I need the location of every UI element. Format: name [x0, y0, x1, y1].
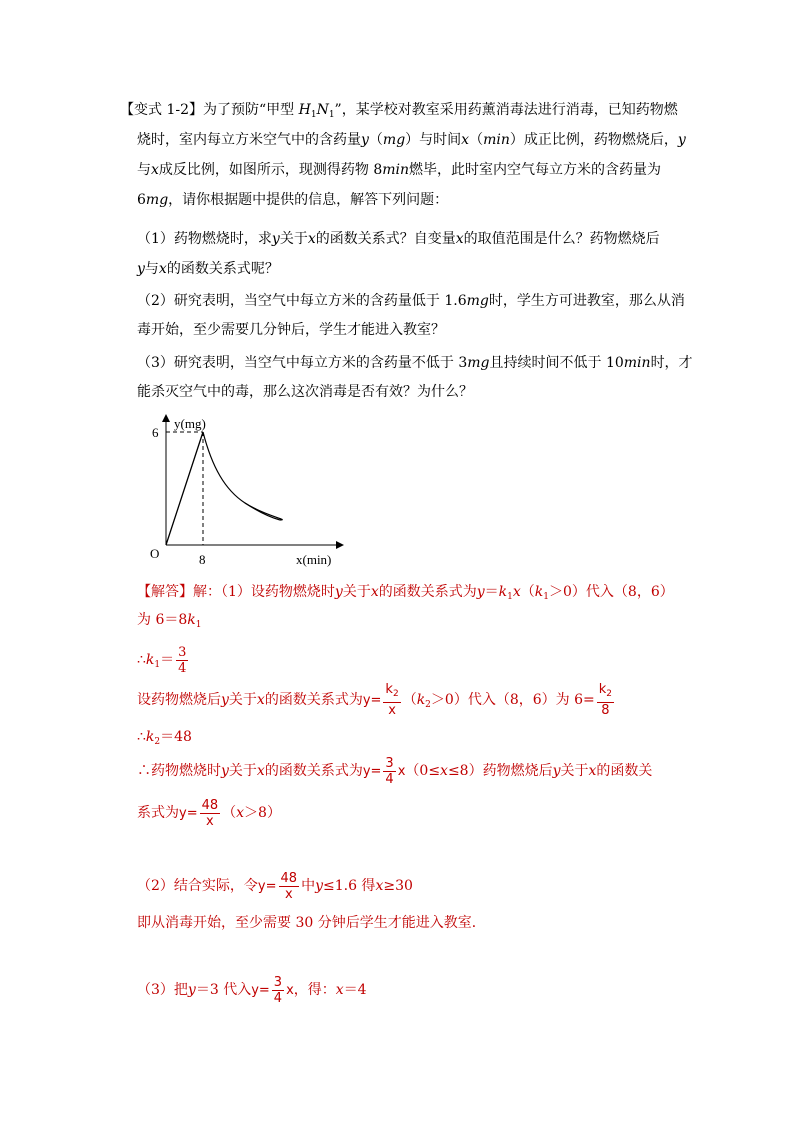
- problem-line-1: 【变式 1-2】为了预防“甲型 $H_1N_1$”，某学校对教室采用药薰消毒法进行消毒，已知药物燃: [120, 102, 678, 120]
- y-tick-6: 6: [152, 425, 159, 440]
- answer-part-2-line-1: （2）结合实际，令y= $\frac{48}{x}$ 中y≤1.6 得x≥30: [137, 870, 413, 902]
- problem-line-4: 6mg，请你根据题中提供的信息，解答下列问题：: [137, 192, 449, 208]
- x-axis-label: x(min): [296, 552, 332, 567]
- fraction-48-x-b: $\frac{48}{x}$: [280, 870, 298, 902]
- problem-line-3: 与x成反比例，如图所示，现测得药物 8min燃毕，此时室内空气每立方米的含药量为: [137, 162, 662, 178]
- question-2-line-1: （2）研究表明，当空气中每立方米的含药量低于 1.6mg时，学生方可进教室，那么从消: [137, 293, 685, 309]
- question-1-line-1: （1）药物燃烧时，求y关于x的函数关系式？自变量x的取值范围是什么？药物燃烧后: [137, 231, 660, 247]
- origin-label: O: [150, 546, 160, 561]
- answer-line-5: $\therefore k_2=48$: [137, 729, 192, 747]
- fraction-3-4: $\frac{3}{4}$: [178, 644, 187, 676]
- y-axis-label: y(mg): [174, 416, 206, 431]
- answer-line-2: 为 $6=8k_1$: [137, 612, 202, 630]
- answer-line-1: 【解答】解：（1）设药物燃烧时y关于x的函数关系式为$y=k_1x(k_1>0)$代入（8，6）: [137, 584, 674, 602]
- x-tick-8: 8: [199, 552, 206, 567]
- fraction-3-4-c: $\frac{3}{4}$: [273, 974, 283, 1006]
- answer-line-4: 设药物燃烧后y关于x的函数关系式为y= $\frac{k_2}{x}$ $(k_2>0)$代入（8，6）为 6= $\frac{k_2}{8}$: [137, 682, 612, 718]
- fraction-48-x: $\frac{48}{x}$: [201, 797, 219, 829]
- answer-line-7: 系式为y= $\frac{48}{x}$ （x＞8）: [137, 797, 281, 829]
- answer-part-2-line-2: 即从消毒开始，至少需要 30 分钟后学生才能进入教室．: [137, 915, 486, 931]
- fraction-3-4-b: $\frac{3}{4}$: [385, 755, 394, 787]
- inverse-curve: [203, 432, 282, 520]
- question-2-line-2: 毒开始，至少需要几分钟后，学生才能进入教室？: [137, 322, 445, 338]
- question-3-line-1: （3）研究表明，当空气中每立方米的含药量不低于 3mg且持续时间不低于 10min时，才: [137, 355, 693, 371]
- fraction-k2-x: $\frac{k_2}{x}$: [385, 682, 399, 718]
- problem-line-2: 烧时，室内每立方米空气中的含药量y（mg）与时间x（min）成正比例，药物燃烧后，y: [137, 132, 686, 148]
- answer-part-3-line-1: （3）把y＝3 代入y= $\frac{3}{4}$ x，得：x＝4: [137, 974, 367, 1006]
- answer-line-6: ∴药物燃烧时y关于x的函数关系式为y= $\frac{3}{4}$ x（0≤x≤8）药物燃烧后y关于x的函数关: [137, 755, 653, 787]
- answer-line-3: $\therefore k_1=$ $\frac{3}{4}$: [137, 644, 187, 676]
- linear-segment: [166, 432, 203, 545]
- question-3-line-2: 能杀灭空气中的毒，那么这次消毒是否有效？为什么？: [137, 384, 473, 400]
- answer-tag: 【解答】: [137, 584, 193, 600]
- question-1-line-2: y与x的函数关系式呢？: [137, 261, 279, 277]
- function-graph: [140, 412, 350, 572]
- problem-tag: 【变式 1-2】: [120, 102, 203, 118]
- fraction-k2-8: $\frac{k_2}{8}$: [598, 682, 612, 718]
